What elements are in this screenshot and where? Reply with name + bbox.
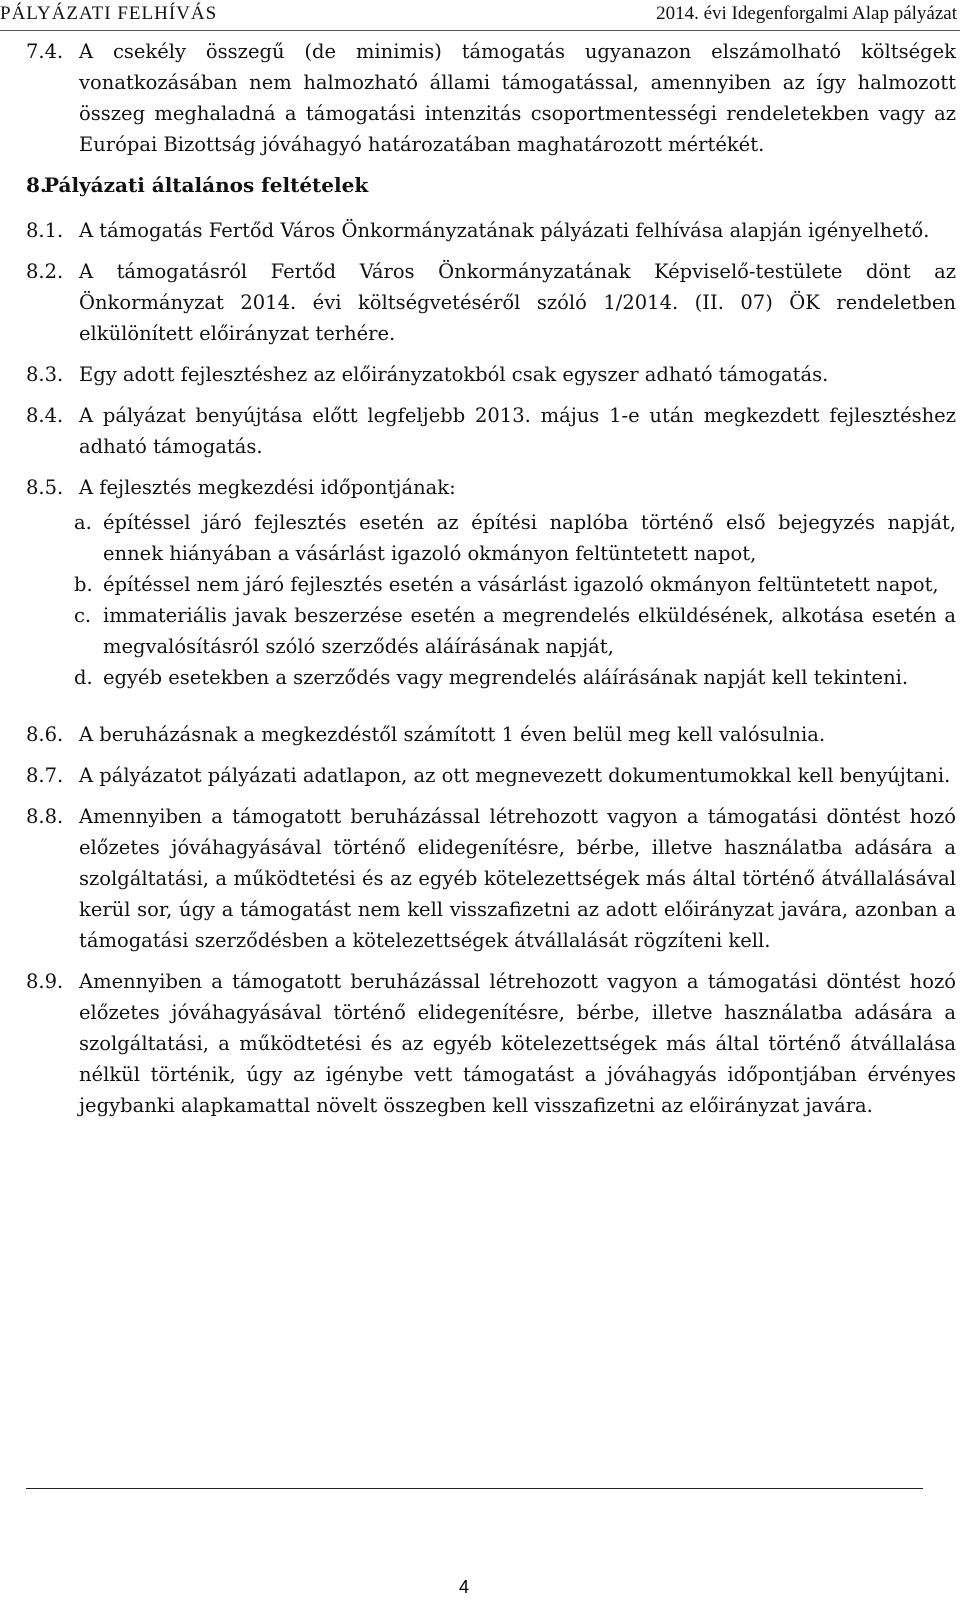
list-item-marker: c. — [74, 604, 92, 627]
header-left-title: PÁLYÁZATI FELHÍVÁS — [0, 3, 218, 24]
section-8-2 — [26, 256, 956, 349]
spacer — [26, 705, 956, 719]
section-number: 8.3. — [26, 363, 64, 386]
list-item-marker: b. — [74, 573, 93, 596]
list-item — [26, 569, 956, 600]
list-item-text: építéssel járó fejlesztés esetén az építési naplóba történő első bejegyzés napját, ennek hiányában a vásárlást igazoló okmányon feltüntetett napot, — [103, 511, 956, 565]
section-8-6 — [26, 719, 956, 750]
page-number: 4 — [459, 1577, 470, 1597]
section-8-4 — [26, 400, 956, 462]
section-8-5 — [26, 472, 956, 503]
section-8-8 — [26, 801, 956, 956]
list-item — [26, 600, 956, 662]
section-8-9 — [26, 966, 956, 1121]
header-right-title: 2014. évi Idegenforgalmi Alap pályázat — [656, 3, 957, 24]
list-item-text: egyéb esetekben a szerződés vagy megrendelés aláírásának napját kell tekinteni. — [103, 666, 909, 689]
heading-number: 8. — [26, 173, 47, 197]
section-number: 8.9. — [26, 970, 64, 993]
list-item-marker: d. — [74, 666, 93, 689]
section-8-7 — [26, 760, 956, 791]
section-text: Amennyiben a támogatott beruházással létrehozott vagyon a támogatási döntést hozó előzetes jóváhagyásával történő elidegenítésre, bérbe, illetve használatba adására a szolgáltatási, a működtetési és az egyéb kötelezettségek más által történő átvállalásával kerül sor, úgy a támogatást nem kell visszafizetni az adott előirányzat javára, azonban a támogatási szerződésben a kötelezettségek átvállalását rögzíteni kell. — [79, 805, 956, 952]
section-8-5-list — [26, 507, 956, 693]
section-8-1 — [26, 215, 956, 246]
section-8-3 — [26, 359, 956, 390]
section-text: A beruházásnak a megkezdéstől számított 1 éven belül meg kell valósulnia. — [79, 723, 826, 746]
section-text: A fejlesztés megkezdési időpontjának: — [79, 476, 456, 499]
section-7-4 — [26, 36, 956, 160]
document-body — [26, 36, 956, 1131]
section-text: A csekély összegű (de minimis) támogatás ugyanazon elszámolható költségek vonatkozásában nem halmozható állami támogatással, amennyiben az így halmozott összeg meghaladná a támogatási intenzitás csoportmentességi rendeletekben vagy az Európai Bizottság jóváhagyó határozatában maghatározott mértékét. — [79, 40, 956, 156]
section-number: 8.7. — [26, 764, 64, 787]
section-text: A támogatás Fertőd Város Önkormányzatának pályázati felhívása alapján igényelhető. — [79, 219, 930, 242]
section-number: 8.6. — [26, 723, 64, 746]
section-text: Amennyiben a támogatott beruházással létrehozott vagyon a támogatási döntést hozó előzetes jóváhagyásával történő elidegenítésre, bérbe, illetve használatba adására a szolgáltatási, a működtetési és az egyéb kötelezettségek más által történő átvállalása nélkül történik, úgy az igénybe vett támogatást a jóváhagyás időpontjában érvényes jegybanki alapkamattal növelt összegben kell visszafizetni az előirányzat javára. — [79, 970, 956, 1117]
page-header — [0, 0, 960, 31]
section-text: A pályázatot pályázati adatlapon, az ott megnevezett dokumentumokkal kell benyújtani. — [79, 764, 951, 787]
section-heading-8 — [26, 170, 956, 201]
section-number: 7.4. — [26, 40, 64, 63]
section-text: A támogatásról Fertőd Város Önkormányzatának Képviselő-testülete dönt az Önkormányzat 2014. évi költségvetéséről szóló 1/2014. (II. 07) ÖK rendeletben elkülönített előirányzat terhére. — [79, 260, 956, 345]
section-number: 8.1. — [26, 219, 64, 242]
section-text: A pályázat benyújtása előtt legfeljebb 2013. május 1-e után megkezdett fejlesztéshez adható támogatás. — [79, 404, 956, 458]
section-number: 8.2. — [26, 260, 64, 283]
section-number: 8.5. — [26, 476, 64, 499]
heading-text: Pályázati általános feltételek — [44, 173, 369, 197]
list-item-text: építéssel nem járó fejlesztés esetén a vásárlást igazoló okmányon feltüntetett napot, — [103, 573, 939, 596]
list-item — [26, 507, 956, 569]
section-number: 8.8. — [26, 805, 64, 828]
footer-divider — [26, 1488, 923, 1489]
list-item-text: immateriális javak beszerzése esetén a megrendelés elküldésének, alkotása esetén a megvalósításról szóló szerződés aláírásának napját, — [103, 604, 956, 658]
section-number: 8.4. — [26, 404, 64, 427]
list-item-marker: a. — [74, 511, 92, 534]
list-item — [26, 662, 956, 693]
section-text: Egy adott fejlesztéshez az előirányzatokból csak egyszer adható támogatás. — [79, 363, 829, 386]
